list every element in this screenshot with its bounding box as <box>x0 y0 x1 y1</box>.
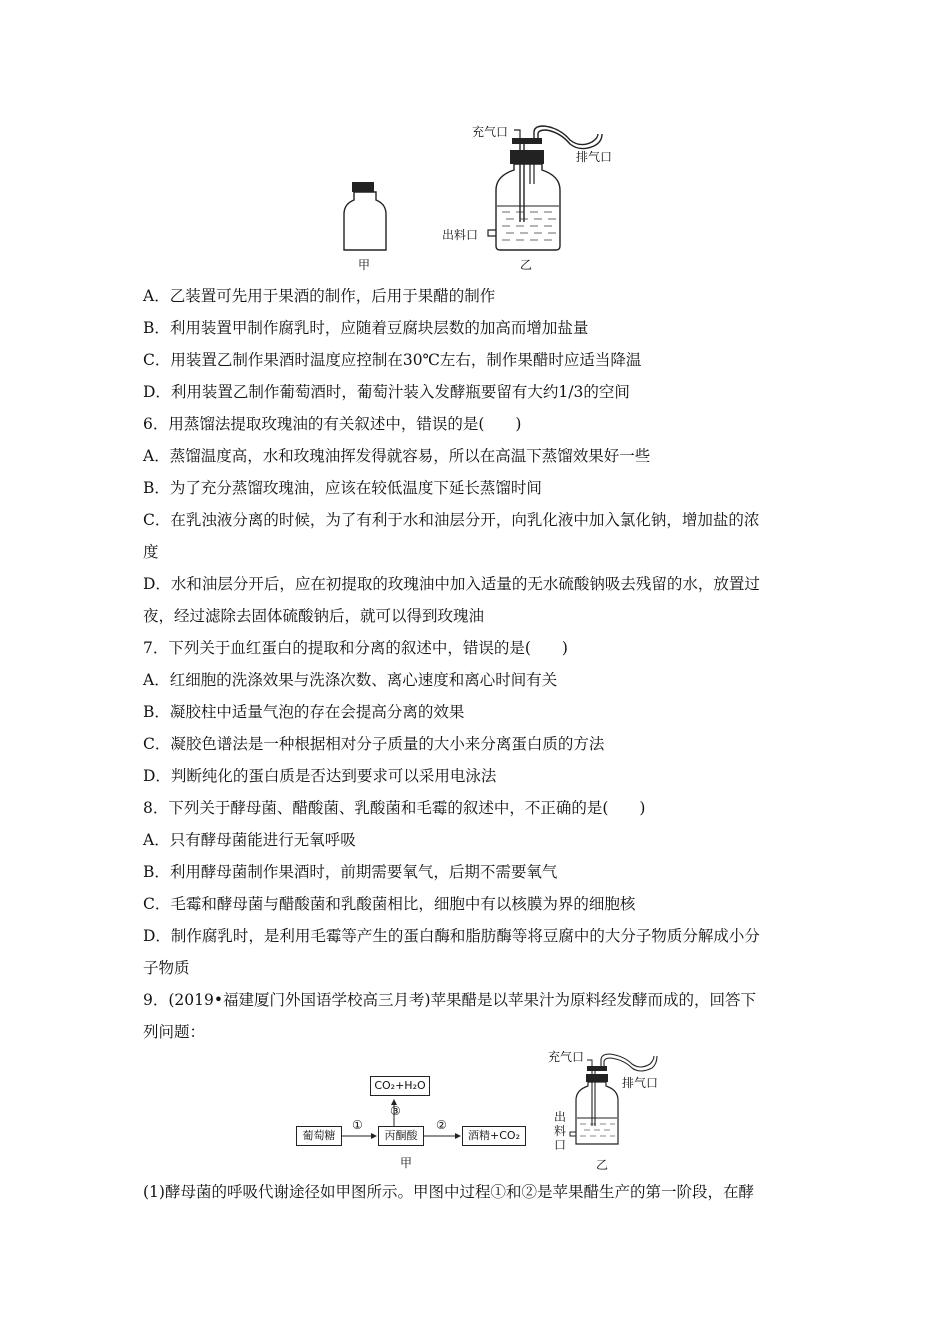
label-inlet: 充气口 <box>472 125 509 139</box>
step-1: ① <box>352 1118 363 1132</box>
option-6b: B．为了充分蒸馏玫瑰油，应该在较低温度下延长蒸馏时间 <box>143 479 542 497</box>
label-outlet: 出料口 <box>442 228 479 242</box>
option-8a: A．只有酵母菌能进行无氧呼吸 <box>143 831 356 849</box>
label-yi: 乙 <box>520 258 533 272</box>
label-inlet-2: 充气口 <box>548 1050 585 1064</box>
figure-2 <box>290 1040 670 1175</box>
question-9-cont: 列问题： <box>143 1023 206 1041</box>
question-8: 8．下列关于酵母菌、醋酸菌、乳酸菌和毛霉的叙述中，不正确的是( ) <box>143 799 646 817</box>
option-7c: C．凝胶色谱法是一种根据相对分子质量的大小来分离蛋白质的方法 <box>143 735 605 753</box>
question-9: 9．(2019•福建厦门外国语学校高三月考)苹果醋是以苹果汁为原料经发酵而成的，回答下 <box>143 991 757 1009</box>
label-jia-2: 甲 <box>400 1156 413 1170</box>
question-6: 6．用蒸馏法提取玫瑰油的有关叙述中，错误的是( ) <box>143 415 522 433</box>
label-outlet-2-c3: 口 <box>554 1138 567 1152</box>
option-5a: A．乙装置可先用于果酒的制作，后用于果醋的制作 <box>143 287 496 305</box>
option-7b: B．凝胶柱中适量气泡的存在会提高分离的效果 <box>143 703 465 721</box>
option-7a: A．红细胞的洗涤效果与洗涤次数、离心速度和离心时间有关 <box>143 671 558 689</box>
box-co2-h2o: CO₂+H₂O <box>370 1076 430 1096</box>
label-outlet-2-c2: 料 <box>554 1124 567 1138</box>
option-8b: B．利用酵母菌制作果酒时，前期需要氧气，后期不需要氧气 <box>143 863 558 881</box>
label-outlet-2-c1: 出 <box>554 1110 567 1124</box>
figure-1 <box>330 118 630 278</box>
box-pyruvate: 丙酮酸 <box>378 1126 424 1146</box>
option-6d: D．水和油层分开后，应在初提取的玫瑰油中加入适量的无水硫酸钠吸去残留的水，放置过 <box>143 575 760 593</box>
subquestion-1: (1)酵母菌的呼吸代谢途径如甲图所示。甲图中过程①和②是苹果醋生产的第一阶段，在酵 <box>143 1183 754 1201</box>
option-5d: D．利用装置乙制作葡萄酒时，葡萄汁装入发酵瓶要留有大约1/3的空间 <box>143 383 630 401</box>
bottle-jia-illustration <box>330 118 630 278</box>
label-jia: 甲 <box>358 258 371 272</box>
option-6c: C．在乳浊液分离的时候，为了有利于水和油层分开，向乳化液中加入氯化钠，增加盐的浓 <box>143 511 760 529</box>
option-6d-cont: 夜，经过滤除去固体硫酸钠后，就可以得到玫瑰油 <box>143 607 485 625</box>
option-5b: B．利用装置甲制作腐乳时，应随着豆腐块层数的加高而增加盐量 <box>143 319 589 337</box>
label-yi-2: 乙 <box>596 1158 609 1172</box>
step-3: ③ <box>390 1104 401 1118</box>
label-exhaust-2: 排气口 <box>622 1076 659 1090</box>
option-6a: A．蒸馏温度高，水和玫瑰油挥发得就容易，所以在高温下蒸馏效果好一些 <box>143 447 651 465</box>
question-7: 7．下列关于血红蛋白的提取和分离的叙述中，错误的是( ) <box>143 639 568 657</box>
option-8c: C．毛霉和酵母菌与醋酸菌和乳酸菌相比，细胞中有以核膜为界的细胞核 <box>143 895 636 913</box>
option-8d-cont: 子物质 <box>143 959 190 977</box>
box-glucose: 葡萄糖 <box>296 1126 342 1146</box>
step-2: ② <box>436 1118 447 1132</box>
option-7d: D．判断纯化的蛋白质是否达到要求可以采用电泳法 <box>143 767 497 785</box>
option-6c-cont: 度 <box>143 543 159 561</box>
box-ethanol-co2: 酒精+CO₂ <box>462 1126 526 1146</box>
option-8d: D．制作腐乳时，是利用毛霉等产生的蛋白酶和脂肪酶等将豆腐中的大分子物质分解成小分 <box>143 927 760 945</box>
option-5c: C．用装置乙制作果酒时温度应控制在30℃左右，制作果醋时应适当降温 <box>143 351 642 369</box>
label-exhaust: 排气口 <box>576 150 613 164</box>
pathway-arrows <box>290 1040 670 1175</box>
